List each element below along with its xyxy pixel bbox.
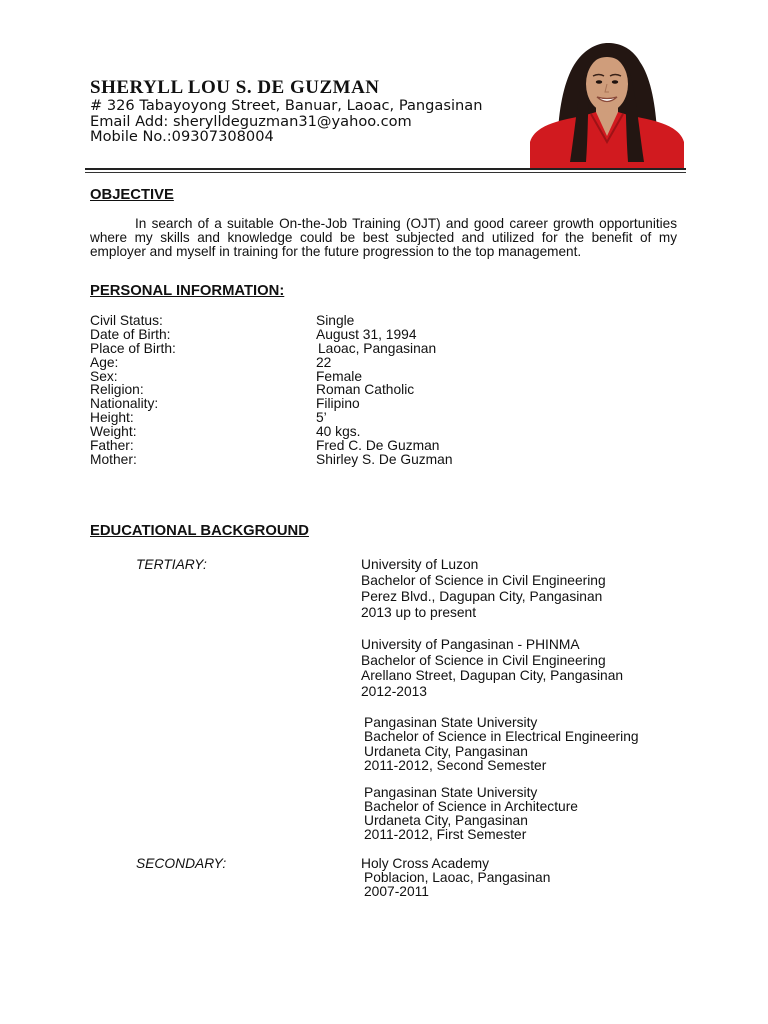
school-name: University of Pangasinan - PHINMA bbox=[361, 637, 580, 652]
info-row-sex bbox=[90, 370, 490, 384]
info-row-weight bbox=[90, 425, 490, 439]
eye-right bbox=[612, 80, 618, 83]
info-label: Civil Status: bbox=[90, 313, 163, 328]
education-heading: EDUCATIONAL BACKGROUND bbox=[90, 523, 309, 539]
mobile-number: Mobile No.:09307308004 bbox=[90, 128, 274, 145]
info-row-nationality bbox=[90, 397, 490, 411]
school-address: Poblacion, Laoac, Pangasinan bbox=[364, 870, 551, 885]
school-address: Perez Blvd., Dagupan City, Pangasinan bbox=[361, 589, 603, 604]
info-row-place-of-birth bbox=[90, 342, 490, 356]
school-address: Urdaneta City, Pangasinan bbox=[364, 813, 528, 828]
objective-heading: OBJECTIVE bbox=[90, 187, 174, 203]
header-divider-thin bbox=[85, 172, 686, 173]
info-label: Height: bbox=[90, 410, 134, 426]
course-name: Bachelor of Science in Civil Engineering bbox=[361, 652, 606, 668]
info-label: Religion: bbox=[90, 382, 144, 398]
course-name: Bachelor of Science in Electrical Engineering bbox=[364, 729, 639, 745]
education-entry bbox=[364, 716, 639, 773]
info-value: Shirley S. De Guzman bbox=[316, 451, 453, 467]
email-address: Email Add: sherylldeguzman31@yahoo.com bbox=[90, 112, 412, 130]
info-value: Single bbox=[316, 313, 355, 328]
objective-paragraph bbox=[90, 217, 677, 259]
info-value: 5’ bbox=[316, 410, 327, 426]
info-label: Mother: bbox=[90, 451, 137, 467]
secondary-label: SECONDARY: bbox=[136, 856, 227, 871]
personal-info-table bbox=[90, 314, 490, 467]
objective-line: where my skills and knowledge could be best subjected and utilized for the benefit of my bbox=[90, 230, 677, 245]
school-name: Pangasinan State University bbox=[364, 715, 538, 730]
info-value: Roman Catholic bbox=[316, 382, 415, 398]
education-entry bbox=[361, 637, 623, 700]
education-entry bbox=[364, 786, 578, 842]
info-value: Female bbox=[316, 368, 363, 384]
school-years: 2007-2011 bbox=[364, 884, 429, 899]
school-address: Arellano Street, Dagupan City, Pangasinan bbox=[361, 668, 624, 684]
info-row-age bbox=[90, 356, 490, 370]
objective-line: employer and myself in training for the future progression to the top management. bbox=[90, 244, 582, 259]
school-years: 2011-2012, Second Semester bbox=[364, 757, 547, 773]
info-value: August 31, 1994 bbox=[316, 326, 417, 342]
info-label: Weight: bbox=[90, 424, 137, 440]
personal-info-heading: PERSONAL INFORMATION: bbox=[90, 283, 285, 299]
tertiary-label: TERTIARY: bbox=[136, 557, 207, 572]
profile-photo bbox=[528, 42, 686, 168]
school-name: University of Luzon bbox=[361, 557, 479, 572]
info-row-mother bbox=[90, 453, 490, 467]
info-label: Sex: bbox=[90, 368, 118, 384]
school-years: 2011-2012, First Semester bbox=[364, 827, 527, 842]
course-name: Bachelor of Science in Civil Engineering bbox=[361, 573, 606, 588]
info-value: 40 kgs. bbox=[316, 424, 361, 440]
info-row-religion bbox=[90, 383, 490, 397]
school-name: Holy Cross Academy bbox=[361, 856, 490, 871]
applicant-name: SHERYLL LOU S. DE GUZMAN bbox=[90, 77, 380, 98]
education-entry bbox=[361, 557, 606, 621]
info-value: Fred C. De Guzman bbox=[316, 438, 440, 454]
info-label: Date of Birth: bbox=[90, 326, 171, 342]
info-value: Laoac, Pangasinan bbox=[318, 340, 437, 356]
info-row-date-of-birth bbox=[90, 328, 490, 342]
objective-line: In search of a suitable On-the-Job Training (OJT) and good career growth opportunities bbox=[135, 216, 677, 231]
info-row-father bbox=[90, 439, 490, 453]
info-value: 22 bbox=[316, 354, 332, 370]
info-value: Filipino bbox=[316, 396, 360, 412]
info-label: Nationality: bbox=[90, 396, 159, 412]
school-address: Urdaneta City, Pangasinan bbox=[364, 743, 528, 759]
school-years: 2012-2013 bbox=[361, 684, 427, 700]
info-row-height bbox=[90, 411, 490, 425]
school-years: 2013 up to present bbox=[361, 605, 477, 620]
education-entry-secondary bbox=[361, 857, 550, 899]
info-row-civil-status bbox=[90, 314, 490, 328]
header-divider bbox=[85, 168, 686, 170]
contact-block bbox=[90, 98, 482, 145]
course-name: Bachelor of Science in Architecture bbox=[364, 799, 578, 814]
home-address: # 326 Tabayoyong Street, Banuar, Laoac, Pangasinan bbox=[90, 97, 483, 114]
school-name: Pangasinan State University bbox=[364, 785, 538, 800]
info-label: Place of Birth: bbox=[90, 340, 176, 356]
info-label: Father: bbox=[90, 438, 134, 454]
info-label: Age: bbox=[90, 354, 119, 370]
eye-left bbox=[596, 80, 602, 83]
